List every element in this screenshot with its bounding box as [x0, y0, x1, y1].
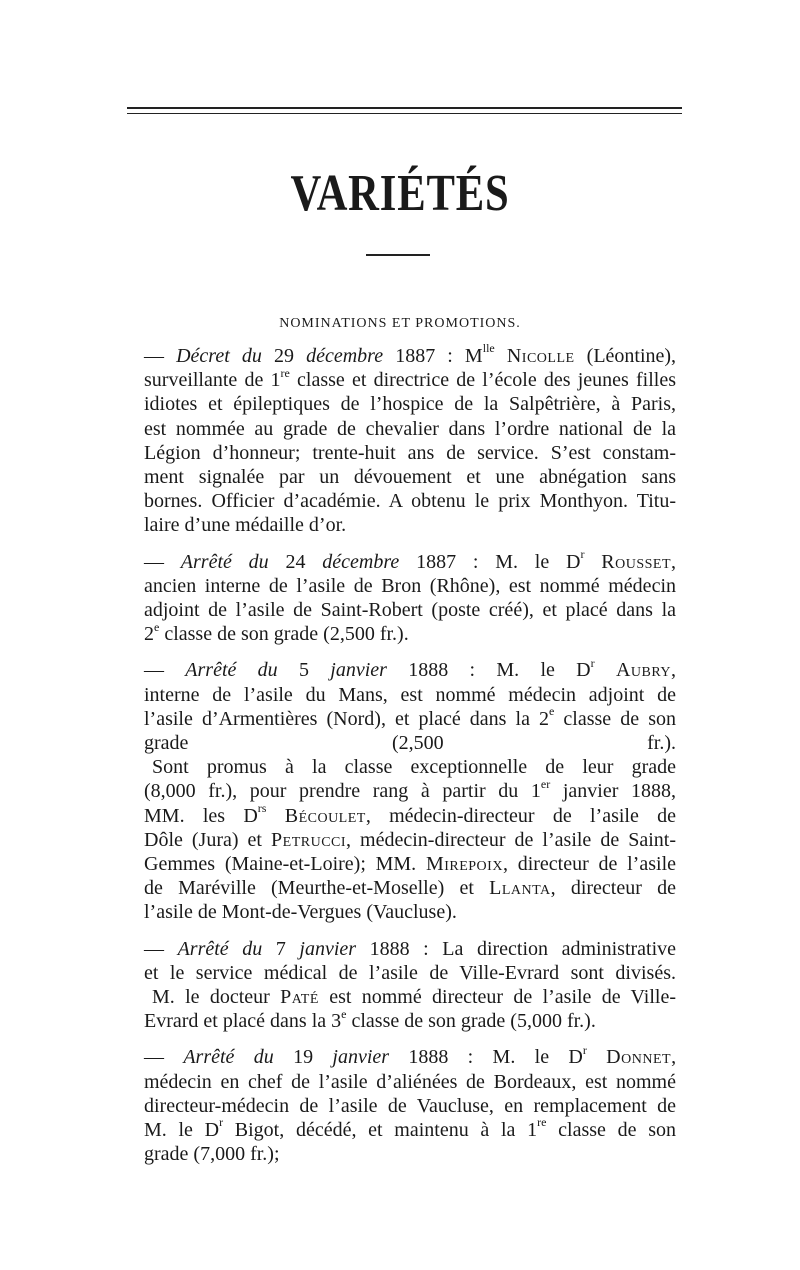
- title-rule: [366, 254, 430, 256]
- text-line: de Maréville (Meurthe-et-Moselle) et Llanta, directeur de: [144, 877, 676, 900]
- text-line: — Arrêté du 7 janvier 1888 : La direction administrative: [144, 937, 677, 960]
- text-line: — Arrêté du 24 décembre 1887 : M. le $D^r$ Rousset,: [144, 546, 677, 573]
- paragraph: [144, 546, 677, 647]
- text-line: Evrard et placé dans la 3e classe de son grade (5,000 fr.).: [144, 1006, 596, 1033]
- person-name: Mirepoix: [425, 853, 503, 876]
- text-line: — Arrêté du 19 janvier 1888 : M. le $D^r$ Donnet,: [144, 1042, 677, 1069]
- text-line: ancien interne de l’asile de Bron (Rhône), est nommé médecin: [144, 574, 676, 597]
- paragraph: [144, 341, 677, 538]
- paragraph: [144, 1042, 677, 1166]
- text-line: Légion d’honneur; trente-huit ans de service. S’est constam-: [144, 441, 676, 464]
- text-line: grade (7,000 fr.);: [144, 1143, 280, 1166]
- paragraph: [144, 937, 676, 1034]
- paragraph-gap: [144, 1033, 676, 1045]
- body-text: [144, 341, 677, 1167]
- top-double-rule-upper: [127, 107, 682, 109]
- paragraph-gap: [144, 646, 676, 658]
- text-line: et le service médical de l’asile de Ville-Evrard sont divisés.: [144, 961, 676, 984]
- text-line: Dôle (Jura) et Petrucci, médecin-directeur de l’asile de Saint-: [144, 828, 676, 851]
- text-line: Sont promus à la classe exceptionnelle de leur grade: [152, 756, 676, 779]
- text-line: ment signalée par un dévouement et une abnégation sans: [144, 466, 676, 489]
- text-line: laire d’une médaille d’or.: [144, 514, 347, 537]
- person-name: Rousset: [601, 550, 672, 573]
- top-double-rule-lower: [127, 113, 682, 114]
- text-line: est nommée au grade de chevalier dans l’ordre national de la: [144, 417, 676, 440]
- text-line: adjoint de l’asile de Saint-Robert (poste créé), et placé dans la: [144, 599, 676, 622]
- text-line: M. le docteur Paté est nommé directeur de l’asile de Ville-: [152, 986, 677, 1009]
- person-name: Nicolle: [506, 345, 575, 367]
- text-line: — Arrêté du 5 janvier 1888 : M. le $D^r$ Aubry,: [144, 655, 677, 682]
- text-line: l’asile de Mont-de-Vergues (Vaucluse).: [144, 901, 457, 924]
- text-line: l’asile d’Armentières (Nord), et placé dans la 2e classe de son: [144, 704, 676, 730]
- person-name: Petrucci: [271, 828, 347, 851]
- text-line: surveillante de 1re classe et directrice de l’école des jeunes filles: [144, 365, 676, 392]
- person-name: Aubry: [615, 659, 672, 682]
- text-line: — Décret du 29 décembre 1887 : $M^{lle}$ Nicolle (Léontine),: [144, 341, 677, 367]
- person-name: Llanta: [489, 877, 551, 900]
- person-name: Paté: [280, 986, 319, 1009]
- text-line: idiotes et épileptiques de l’hospice de la Salpêtrière, à Paris,: [144, 393, 676, 416]
- text-line: M. le $D^r$ Bigot, décédé, et maintenu à la 1re classe de son: [144, 1115, 676, 1142]
- paragraph-gap: [144, 925, 676, 937]
- text-line: grade (2,500 fr.).: [144, 732, 676, 755]
- text-line: directeur-médecin de l’asile de Vaucluse, en remplacement de: [144, 1094, 676, 1117]
- text-line: (8,000 fr.), pour prendre rang à partir du 1er janvier 1888,: [144, 776, 677, 803]
- text-line: MM. les $D^{rs}$ Bécoulet, médecin-directeur de l’asile de: [144, 801, 677, 827]
- page-title: VARIÉTÉS: [290, 165, 510, 222]
- person-name: Bécoulet: [284, 804, 366, 827]
- text-line: 2e classe de son grade (2,500 fr.).: [144, 619, 409, 646]
- text-line: médecin en chef de l’asile d’aliénées de Bordeaux, est nommé: [144, 1070, 676, 1093]
- text-line: Gemmes (Maine-et-Loire); MM. Mirepoix, directeur de l’asile: [144, 853, 676, 876]
- text-line: bornes. Officier d’académie. A obtenu le prix Monthyon. Titu-: [144, 490, 676, 513]
- text-line: interne de l’asile du Mans, est nommé médecin adjoint de: [144, 683, 676, 706]
- person-name: Donnet: [606, 1046, 672, 1069]
- paragraph: [144, 655, 677, 924]
- paragraph-gap: [144, 538, 676, 550]
- section-heading: NOMINATIONS ET PROMOTIONS.: [279, 316, 521, 331]
